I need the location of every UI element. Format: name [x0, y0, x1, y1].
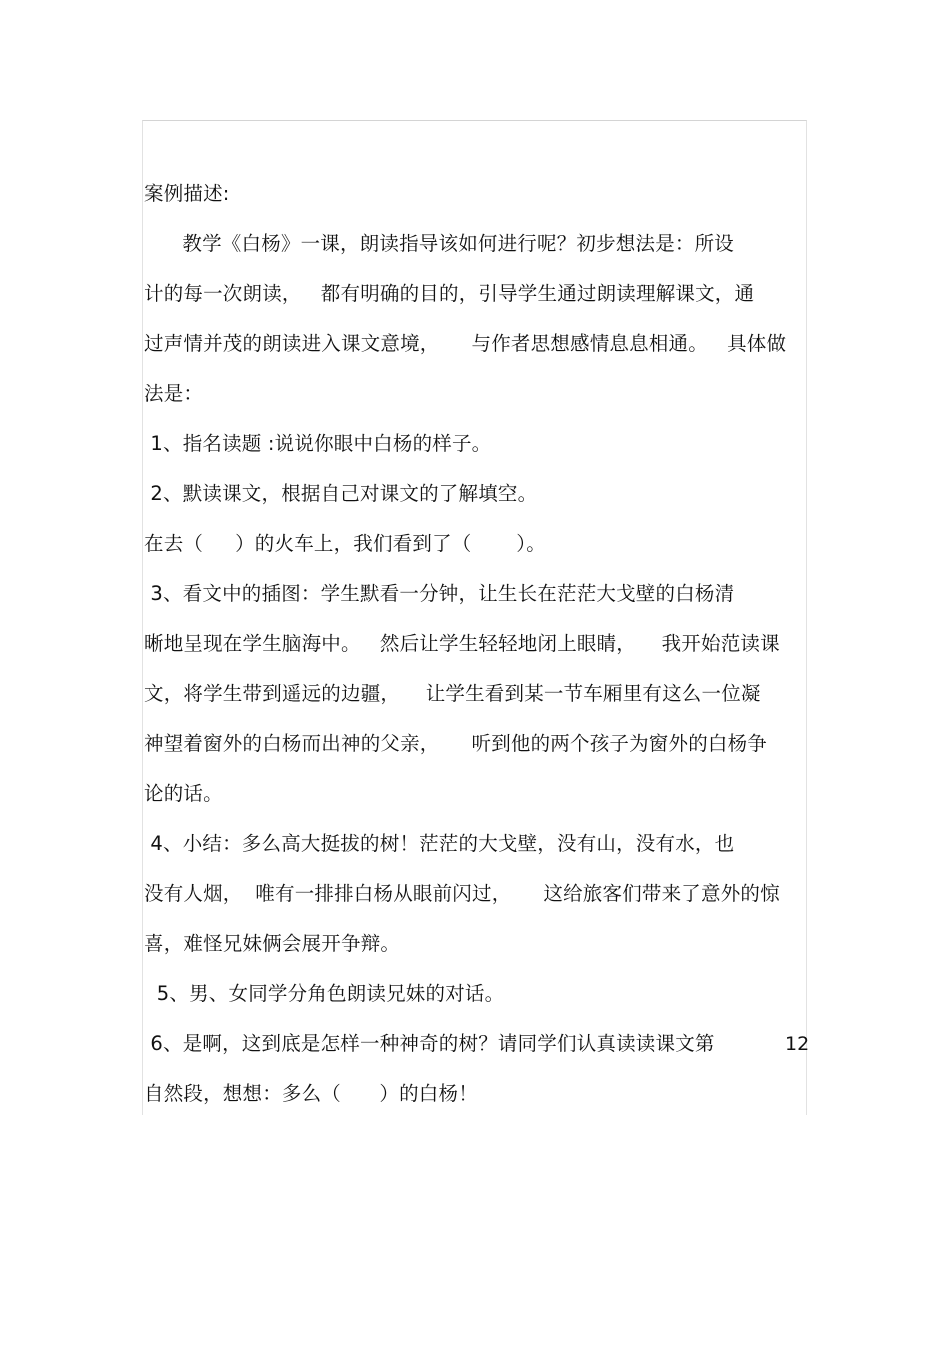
list-item: 2、默读课文，根据自己对课文的了解填空。	[144, 482, 538, 505]
text-line: 过声情并茂的朗读进入课文意境， 与作者思想感情息息相通。 具体做	[144, 332, 787, 355]
list-item: 3、看文中的插图：学生默看一分钟，让生长在茫茫大戈壁的白杨清	[144, 582, 735, 605]
text-line: 晰地呈现在学生脑海中。 然后让学生轻轻地闭上眼睛， 我开始范读课	[144, 632, 780, 655]
list-item: 1、指名读题 :说说你眼中白杨的样子。	[144, 432, 492, 455]
text-line: 教学《白杨》一课，朗读指导该如何进行呢？初步想法是：所设	[144, 232, 734, 255]
list-item: 5、男、女同学分角色朗读兄妹的对话。	[144, 982, 505, 1005]
fill-blank-line: 在去（ ）的火车上，我们看到了（ ）。	[144, 532, 546, 555]
section-heading: 案例描述:	[144, 182, 230, 205]
page-frame	[142, 120, 810, 1115]
text-line: 神望着窗外的白杨而出神的父亲， 听到他的两个孩子为窗外的白杨争	[144, 732, 767, 755]
text-line: 法是：	[144, 382, 204, 405]
list-item: 6、是啊，这到底是怎样一种神奇的树？请同学们认真读读课文第	[144, 1032, 715, 1055]
text-line: 文，将学生带到遥远的边疆， 让学生看到某一节车厢里有这么一位凝	[144, 682, 761, 705]
text-line: 计的每一次朗读， 都有明确的目的，引导学生通过朗读理解课文，通	[144, 282, 755, 305]
list-item: 4、小结：多么高大挺拔的树！茫茫的大戈壁，没有山，没有水，也	[144, 832, 735, 855]
text-line: 论的话。	[144, 782, 223, 805]
paragraph-number: 12	[785, 1033, 810, 1055]
fill-blank-line: 自然段，想想：多么（ ）的白杨！	[144, 1082, 478, 1105]
text-line: 喜，难怪兄妹俩会展开争辩。	[144, 932, 401, 955]
text-line: 没有人烟， 唯有一排排白杨从眼前闪过， 这给旅客们带来了意外的惊	[144, 882, 780, 905]
